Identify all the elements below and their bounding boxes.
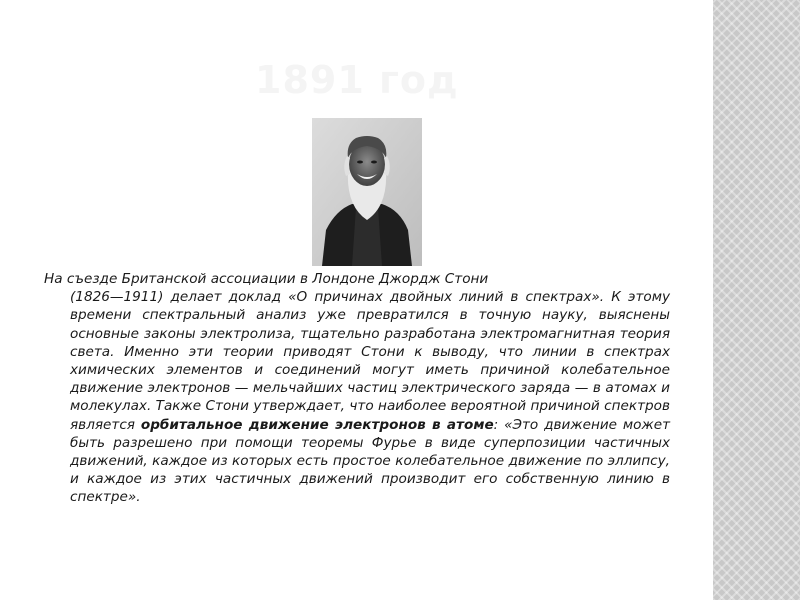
paragraph-bold-text: орбитальное движение электронов в атоме <box>140 416 494 433</box>
body-paragraph <box>44 270 670 507</box>
portrait-image <box>312 118 422 266</box>
decorative-side-band <box>713 0 800 600</box>
paragraph-continuation <box>44 288 670 506</box>
portrait-photo <box>312 118 422 266</box>
paragraph-text-before-bold: (1826—1911) делает доклад «О причинах двойных линий в спектрах». К этому времени спектральный анализ уже превратился в точную науку, выяснены основные законы электролиза, тщательно разработана электромагнитная теория света. Именно эти теории приводят Стони к выводу, что линии в спектрах химических элементов и соединений могут иметь причиной колебательное движение электронов — мельчайших частиц электрического заряда — в атомах и молекулах. Также Стони утверждает, что наиболее вероятной причиной спектров является <box>70 289 670 433</box>
slide-title: 1891 год <box>255 58 459 102</box>
paragraph-text-after-bold: : «Это движение может быть разрешено при помощи теоремы Фурье в виде суперпозиции частичных движений, каждое из которых есть простое колебательное движение по эллипсу, и каждое из этих частичных движений производит его собственную линию в спектре». <box>70 416 671 506</box>
paragraph-first-line: На съезде Британской ассоциации в Лондоне Джордж Стони <box>44 271 489 287</box>
